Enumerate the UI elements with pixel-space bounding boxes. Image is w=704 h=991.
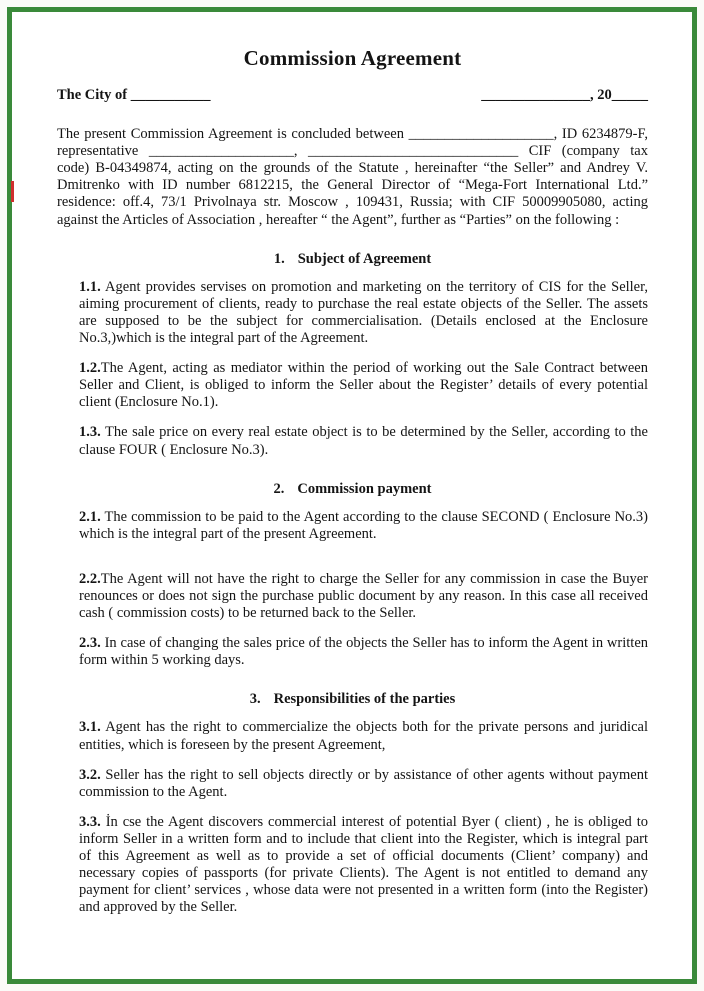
clause-text: The commission to be paid to the Agent according to the clause SECOND ( Enclosure No.3) which is the integral part of the present Agreement. bbox=[79, 508, 648, 542]
margin-mark bbox=[11, 181, 14, 202]
clause-number: 1.2. bbox=[79, 360, 101, 377]
section-number: 3. bbox=[249, 691, 261, 708]
clause-1-2 bbox=[79, 360, 648, 411]
clause-1-3 bbox=[79, 424, 648, 458]
clause-text: Seller has the right to sell objects directly or by assistance of other agents without payment commission to the Agent. bbox=[79, 766, 649, 800]
header-row bbox=[57, 87, 648, 104]
clause-number: 2.3. bbox=[79, 635, 101, 652]
clause-number: 1.1. bbox=[79, 278, 101, 295]
clause-text: The sale price on every real estate object is to be determined by the Seller, according to the clause FOUR ( Enclosure No.3). bbox=[79, 424, 648, 458]
clause-number: 2.1. bbox=[79, 508, 101, 525]
section-title: Commission payment bbox=[297, 480, 432, 497]
clause-number: 3.2. bbox=[79, 766, 101, 783]
clause-text: The Agent, acting as mediator within the period of working out the Sale Contract between Seller and Client, is obliged to inform the Seller about the Register’ details of every potential client (Enclosure No.1). bbox=[79, 360, 648, 411]
clause-number: 1.3. bbox=[79, 424, 101, 441]
section-heading-1 bbox=[57, 251, 648, 268]
clause-number: 3.1. bbox=[79, 719, 101, 736]
section-title: Subject of Agreement bbox=[297, 250, 432, 267]
clause-1-1 bbox=[79, 279, 648, 347]
clause-text: In case of changing the sales price of the objects the Seller has to inform the Agent in written form within 5 working days. bbox=[79, 635, 649, 669]
clause-3-2 bbox=[79, 767, 648, 801]
intro-paragraph: The present Commission Agreement is concluded between ____________________, ID 6234879-F, representative ____________________, _____________________________ CIF (company tax code) B-04349874, acting on the grounds of the Statute , hereinafter “the Seller” and Andrey V. Dmitrenko with ID number 6812215, the General Director of “Mega-Fort International Ltd.” residence: off.4, 73/1 Privolnaya str. Moscow , 109431, Russia; with CIF 50009905080, acting against the Articles of Association , hereafter “ the Agent”, further as “Parties” on the following : bbox=[57, 126, 648, 228]
clause-text: İn cse the Agent discovers commercial interest of potential Byer ( client) , he is obliged to inform Seller in a written form and to include that client into the Register, which is integral part of this Agreement as well as to provide a set of official documents (Client’ company) and necessary copies of passports (for private Clients). The Agent is not entitled to demand any payment for client’ services , whose data were not presented in a written form (into the Register) and approved by the Seller. bbox=[79, 813, 648, 916]
section-number: 2. bbox=[273, 480, 285, 497]
section-number: 1. bbox=[273, 250, 285, 267]
clause-3-3 bbox=[79, 814, 648, 917]
city-blank-line: The City of ___________ bbox=[57, 87, 211, 103]
section-heading-3 bbox=[57, 691, 648, 708]
clause-2-1 bbox=[79, 509, 648, 543]
section-heading-2 bbox=[57, 481, 648, 498]
clause-number: 2.2. bbox=[79, 570, 101, 587]
document-title: Commission Agreement bbox=[243, 46, 462, 70]
date-blank-line: _______________, 20_____ bbox=[481, 87, 648, 103]
document-page bbox=[12, 12, 692, 979]
section-title: Responsibilities of the parties bbox=[273, 691, 456, 708]
clause-text: The Agent will not have the right to charge the Seller for any commission in case the Buyer renounces or does not sign the purchase public document by any reason. In this case all received cash ( commission costs) to be returned back to the Seller. bbox=[79, 570, 648, 622]
clause-text: Agent has the right to commercialize the objects both for the private persons and juridical entities, which is foreseen by the present Agreement, bbox=[79, 719, 648, 753]
clause-2-3 bbox=[79, 635, 648, 669]
clause-3-1 bbox=[79, 719, 648, 753]
clause-2-2 bbox=[79, 571, 648, 622]
clause-text: Agent provides servises on promotion and marketing on the territory of CIS for the Seller, aiming procurement of clients, ready to purchase the real estate objects of the Seller. The assets are supposed to be the subject for commercialisation. (Details enclosed at the Enclosure No.3,)which is the integral part of the Agreement. bbox=[79, 278, 648, 346]
clause-number: 3.3. bbox=[79, 813, 101, 830]
